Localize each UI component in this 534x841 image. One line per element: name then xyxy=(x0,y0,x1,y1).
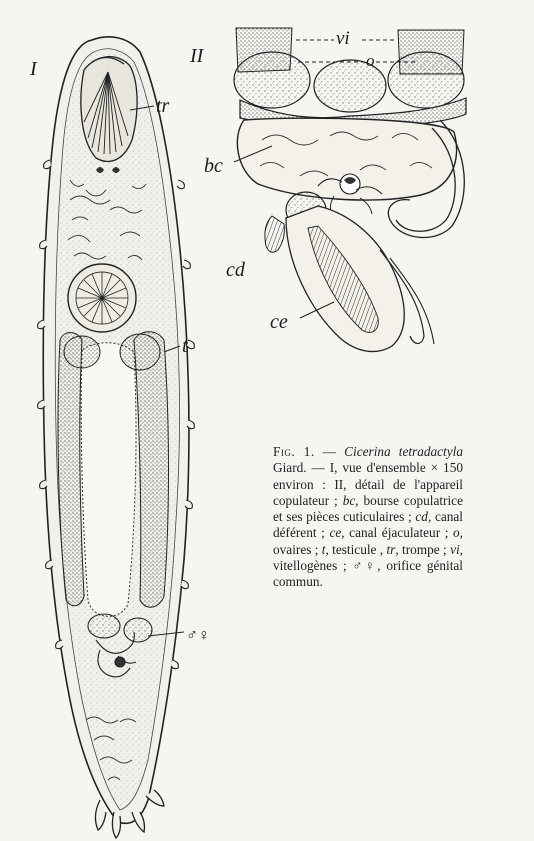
caption-t-text: , testicule , xyxy=(325,541,387,557)
caption-dash: — xyxy=(314,444,345,459)
caption-fig-number: Fig. 1. xyxy=(273,444,315,459)
caption-sex-text: , orifice génital commun. xyxy=(273,558,463,590)
caption-cd: cd xyxy=(415,509,428,525)
label-t: t xyxy=(182,335,188,357)
caption-tr-text: , trompe ; xyxy=(395,541,451,557)
caption-tr: tr xyxy=(386,541,396,557)
caption-bc: bc xyxy=(342,492,356,508)
caption-bc-text: , bourse copulatrice et ses pièces cuticulaires ; xyxy=(273,492,463,525)
ejaculatory-canal xyxy=(286,206,434,352)
label-cd: cd xyxy=(226,259,245,281)
caption-intro: — I, vue d'ensemble × 150 environ : II, détail de l'appareil copulateur ; xyxy=(273,460,463,508)
caption-vi: vi xyxy=(450,541,460,557)
caption-sex: ♂♀ xyxy=(352,558,378,574)
caption-cd-text: , canal déférent ; xyxy=(273,509,463,541)
panel-label-II: II xyxy=(190,45,204,67)
caption-o-text: , ovaires ; xyxy=(273,525,463,557)
label-o: o xyxy=(366,51,375,70)
intestine xyxy=(81,343,136,617)
caption-t: t xyxy=(321,541,326,557)
label-vi: vi xyxy=(336,28,350,49)
figure-caption xyxy=(273,444,463,591)
caption-species: Cicerina tetradactyla xyxy=(344,444,463,459)
caption-o: o xyxy=(453,525,460,541)
panel-label-I: I xyxy=(30,58,37,80)
label-ce: ce xyxy=(270,311,288,333)
caption-author: Giard. xyxy=(273,460,307,476)
label-sex-symbols: ♂♀ xyxy=(186,627,210,644)
label-tr: tr xyxy=(156,95,170,117)
label-bc: bc xyxy=(204,155,223,177)
caption-vi-text: , vitellogènes ; xyxy=(273,541,463,574)
caption-ce: ce xyxy=(329,525,342,541)
caption-ce-text: , canal éjaculateur ; xyxy=(341,525,454,541)
pharynx xyxy=(68,264,136,332)
ovaries xyxy=(234,52,466,127)
